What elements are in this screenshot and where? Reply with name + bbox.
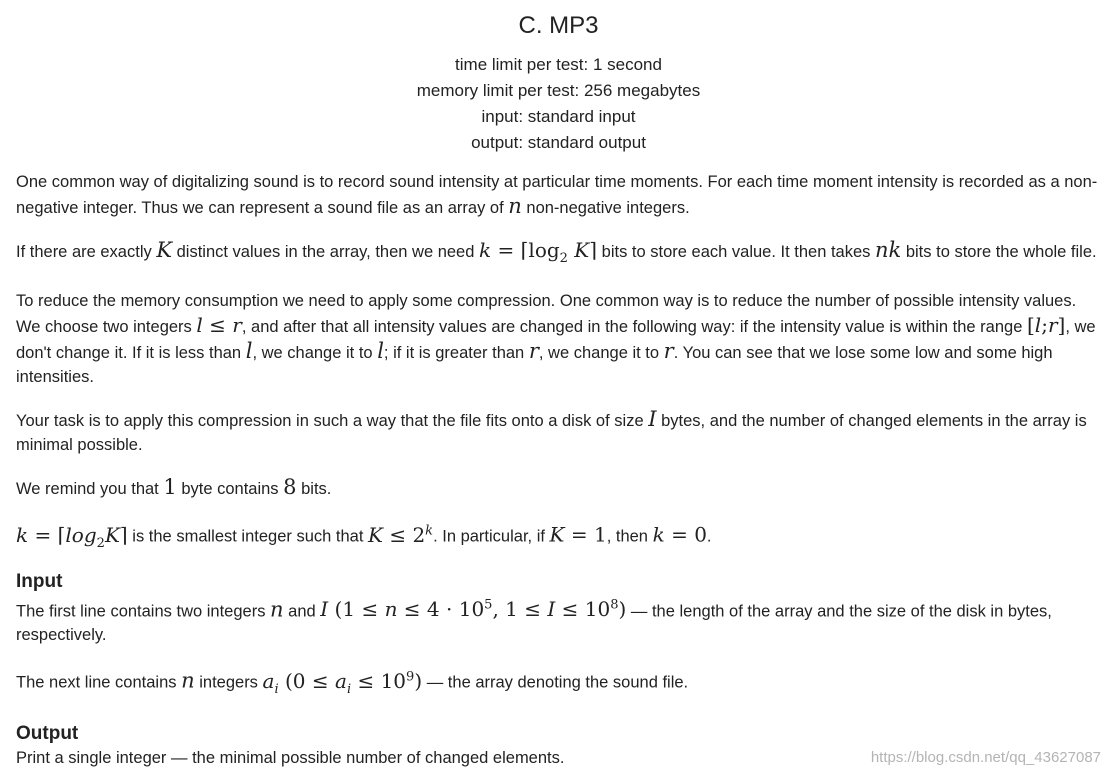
input-spec: input: standard input	[481, 107, 636, 126]
statement-paragraph-2: If there are exactly K distinct values in the array, then we need $k = ⌈\log_2$ K⌉ bits to store each value. It then takes nk bits to store the whole file.	[16, 238, 1097, 266]
input-line-2: The next line contains n integers $a_i$ $(0 \le a_i \le 10^9)$ — the array denoting the sound file.	[16, 668, 689, 697]
statement-paragraph-4: Your task is to apply this compression in such a way that the file fits onto a disk of size I bytes, and the number of changed elements in the array is minimal possible.	[16, 407, 1087, 454]
input-section-title: Input	[16, 570, 63, 592]
problem-title: C. MP3	[518, 12, 599, 39]
watermark: https://blog.csdn.net/qq_43627087	[870, 749, 1101, 766]
output-text: Print a single integer — the minimal possible number of changed elements.	[16, 748, 565, 767]
math-I: I	[648, 407, 657, 431]
math-k-def: $k = ⌈\log_2K⌉$	[16, 522, 128, 551]
math-nk: nk	[875, 238, 902, 262]
problem-limits	[16, 52, 1101, 156]
math-k-formula: $k = ⌈\log_2$ K⌉	[479, 238, 598, 266]
statement-paragraph-3: To reduce the memory consumption we need to apply some compression. One common way is to reduce the number of possible intensity values. We choose two integers l ≤ r, and after that all intensity values are changed in the following way: if the intensity value is within the range [l;r], we don't change it. If it is less than l, we change it to l; if it is greater than r, we change it to r. You can see that we lose some low and some high intensities.	[16, 292, 1096, 386]
math-K: K	[156, 238, 173, 262]
output-spec: output: standard output	[471, 133, 646, 152]
math-range: [l;r]	[1026, 313, 1066, 337]
math-ai-constraints: $a_i$ $(0 \le a_i \le 10^9)$	[262, 668, 423, 697]
math-n: n	[508, 194, 522, 218]
output-section-title: Output	[16, 722, 79, 744]
problem-statement	[16, 0, 1101, 770]
statement-paragraph-6: $k = ⌈\log_2K⌉$ is the smallest integer such that $K \le 2^k$. In particular, if K = 1, then k = 0.	[16, 522, 712, 551]
time-limit: time limit per test: 1 second	[455, 55, 662, 74]
input-line-1: The first line contains two integers n and I ($1 \le n \le 4 \cdot 10^5$, $1 \le I \le 10^8$) — the length of the array and the size of the disk in bytes, respectively.	[16, 597, 1052, 645]
statement-paragraph-5: We remind you that 1 byte contains 8 bits.	[16, 475, 332, 499]
memory-limit: memory limit per test: 256 megabytes	[416, 81, 701, 100]
math-l-le-r: l ≤ r	[196, 313, 242, 337]
math-input-constraints: I ($1 \le n \le 4 \cdot 10^5$, $1 \le I \le 10^8$)	[320, 597, 627, 622]
statement-paragraph-1: One common way of digitalizing sound is to record sound intensity at particular time moments. For each time moment intensity is recorded as a non-negative integer. Thus we can represent a sound file as an array of n non-negative integers.	[16, 173, 1098, 218]
